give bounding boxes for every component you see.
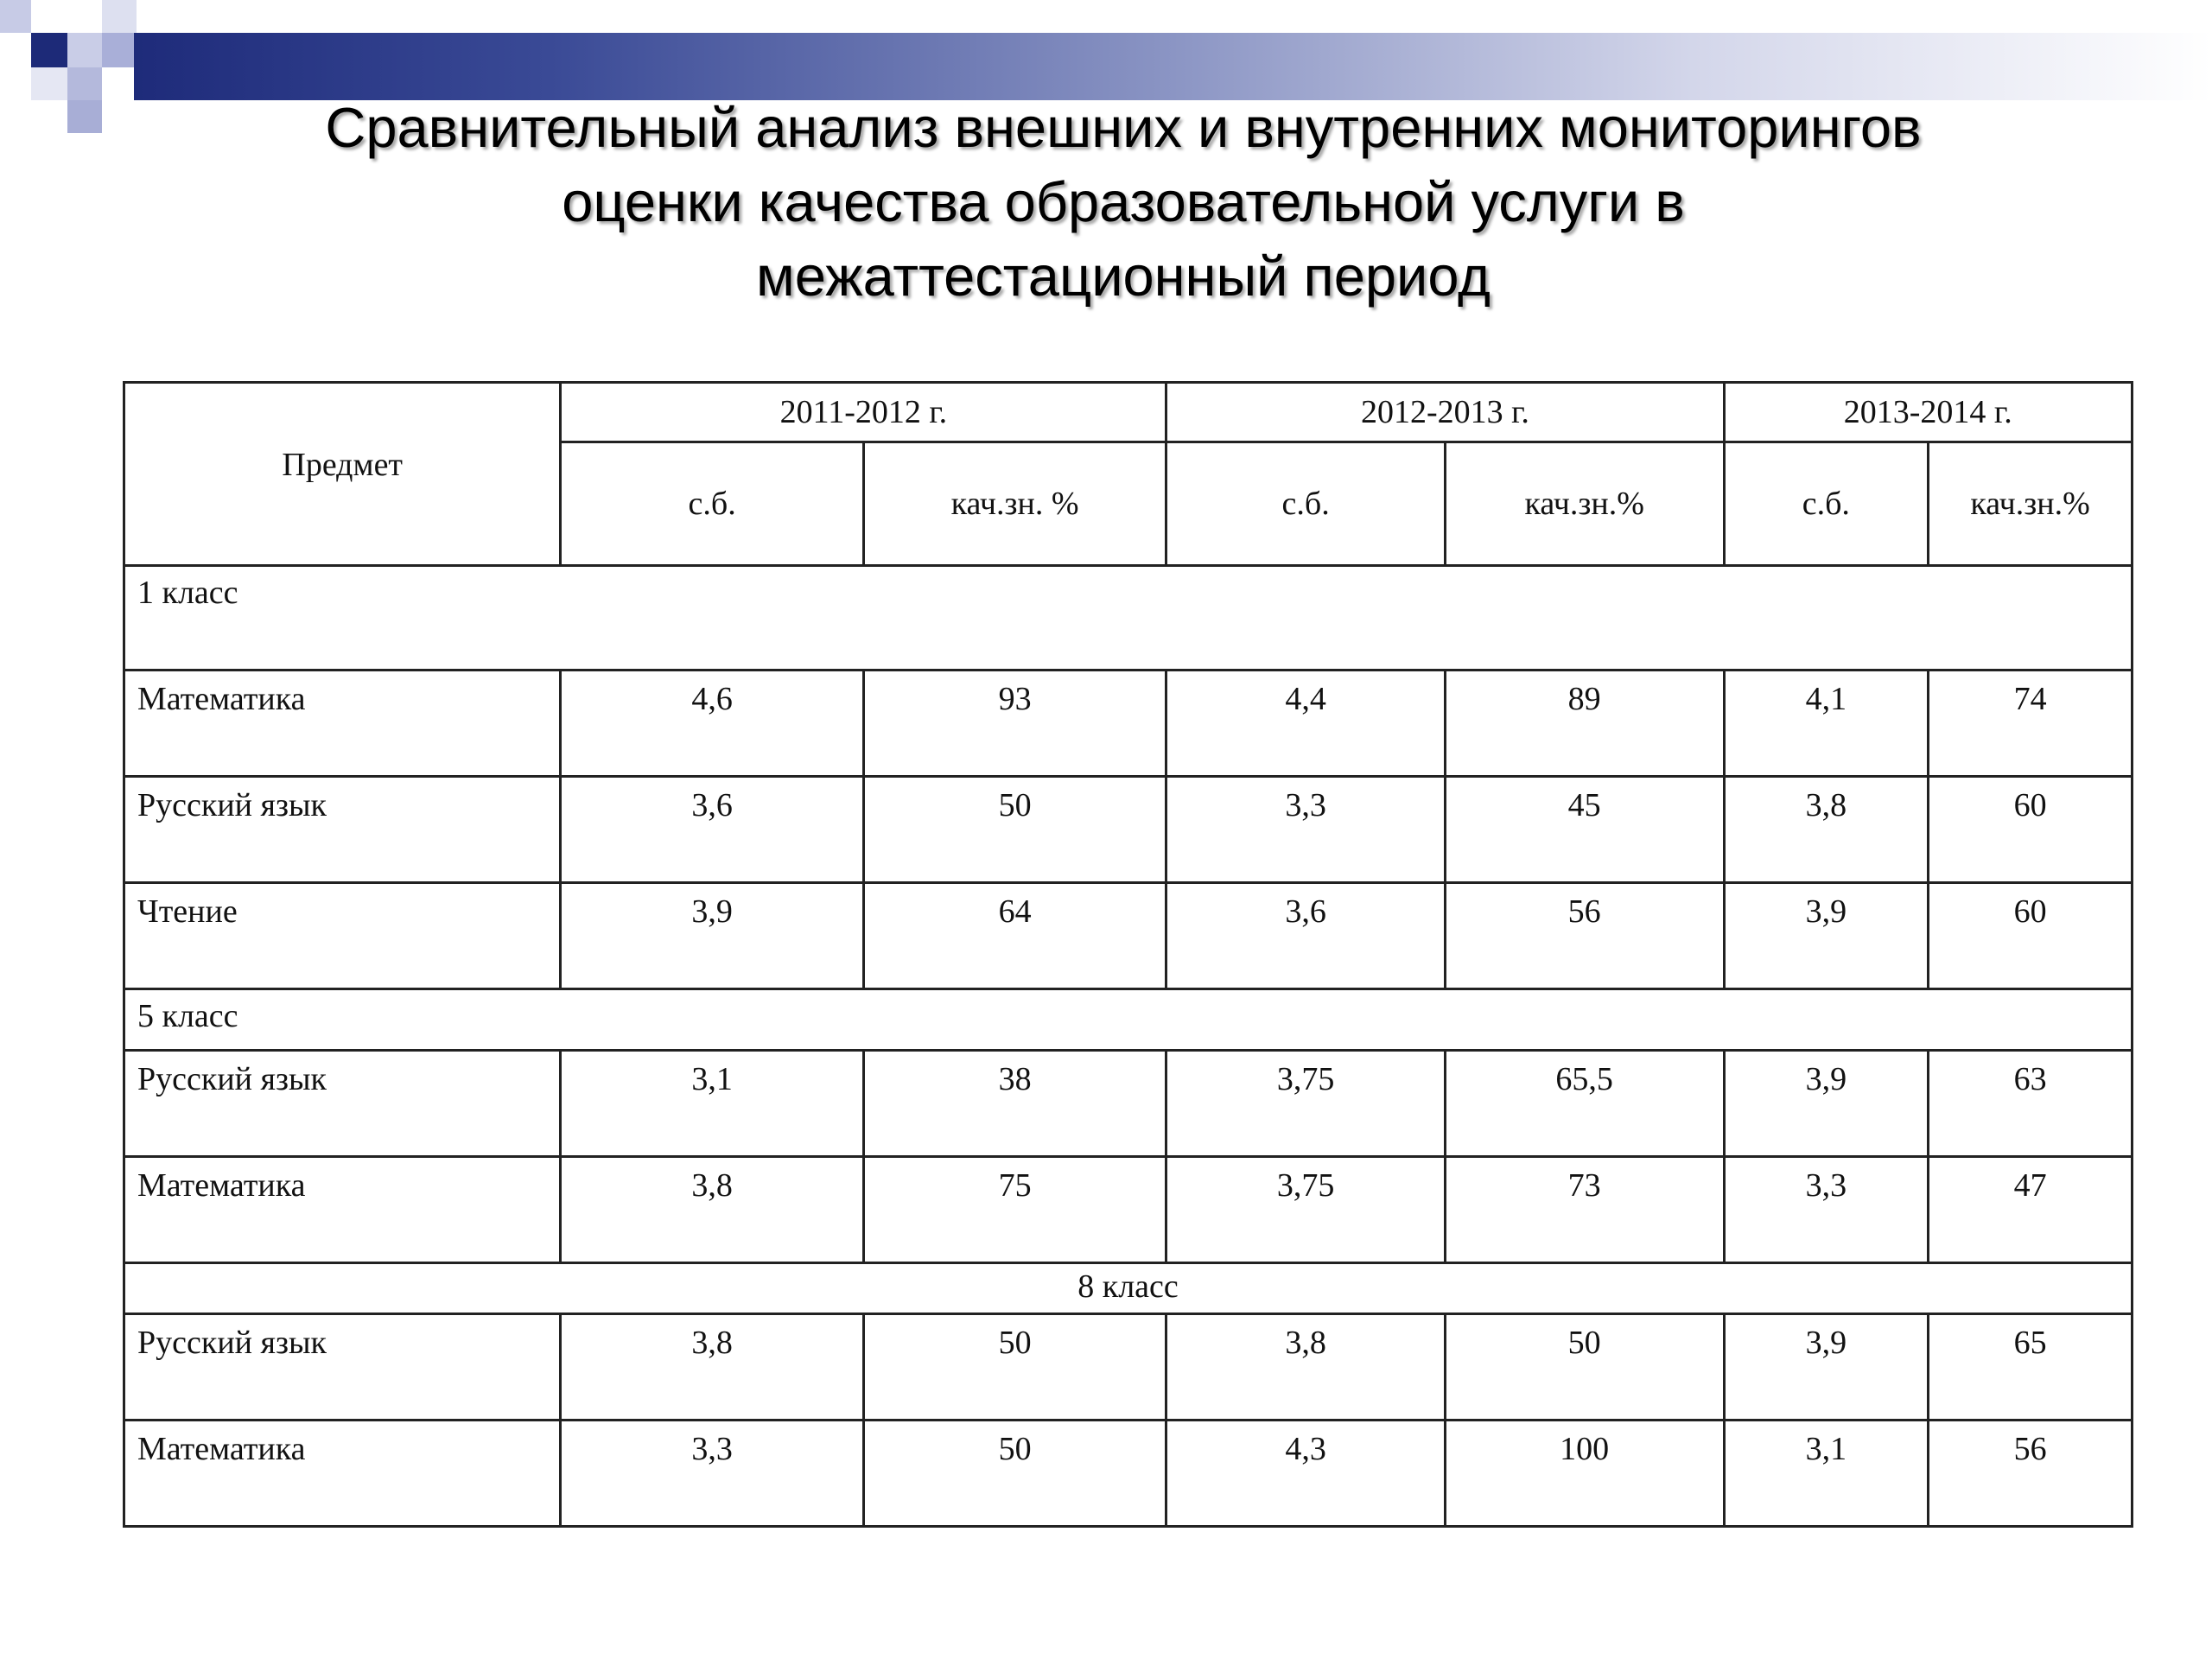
value-cell: 3,3 bbox=[1724, 1157, 1929, 1263]
value-cell: 3,8 bbox=[561, 1314, 863, 1421]
value-cell: 3,3 bbox=[1166, 777, 1446, 883]
subject-header: Предмет bbox=[124, 383, 561, 566]
table-row bbox=[124, 883, 2133, 989]
year-header: 2012-2013 г. bbox=[1166, 383, 1724, 442]
value-cell: 3,8 bbox=[1724, 777, 1929, 883]
value-cell: 65 bbox=[1929, 1314, 2133, 1421]
title-line-3: межаттестационный период bbox=[756, 245, 1491, 308]
value-cell: 3,75 bbox=[1166, 1157, 1446, 1263]
group-row bbox=[124, 989, 2133, 1051]
subject-cell: Математика bbox=[124, 1421, 561, 1527]
value-cell: 89 bbox=[1445, 671, 1724, 777]
group-row bbox=[124, 566, 2133, 671]
value-cell: 3,8 bbox=[1166, 1314, 1446, 1421]
results-table bbox=[123, 381, 2133, 1528]
value-cell: 4,3 bbox=[1166, 1421, 1446, 1527]
value-cell: 4,1 bbox=[1724, 671, 1929, 777]
decor-square bbox=[67, 100, 102, 133]
group-label: 8 класс bbox=[124, 1263, 2133, 1314]
year-header: 2011-2012 г. bbox=[561, 383, 1166, 442]
column-header: с.б. bbox=[1724, 442, 1929, 566]
decor-square bbox=[31, 67, 67, 100]
value-cell: 65,5 bbox=[1445, 1051, 1724, 1157]
decor-square bbox=[102, 0, 137, 33]
value-cell: 100 bbox=[1445, 1421, 1724, 1527]
subject-cell: Математика bbox=[124, 1157, 561, 1263]
subject-cell: Чтение bbox=[124, 883, 561, 989]
value-cell: 73 bbox=[1445, 1157, 1724, 1263]
value-cell: 3,3 bbox=[561, 1421, 863, 1527]
value-cell: 45 bbox=[1445, 777, 1724, 883]
subject-cell: Русский язык bbox=[124, 777, 561, 883]
value-cell: 64 bbox=[863, 883, 1166, 989]
value-cell: 4,6 bbox=[561, 671, 863, 777]
value-cell: 3,75 bbox=[1166, 1051, 1446, 1157]
table-row bbox=[124, 1421, 2133, 1527]
column-header: кач.зн. % bbox=[863, 442, 1166, 566]
value-cell: 50 bbox=[863, 1314, 1166, 1421]
title-line-1: Сравнительный анализ внешних и внутренних мониторингов bbox=[325, 96, 1922, 159]
column-header: кач.зн.% bbox=[1929, 442, 2133, 566]
table-row bbox=[124, 671, 2133, 777]
value-cell: 3,6 bbox=[561, 777, 863, 883]
decor-square bbox=[0, 0, 31, 33]
value-cell: 50 bbox=[863, 1421, 1166, 1527]
title-line-2: оценки качества образовательной услуги в bbox=[562, 170, 1685, 233]
value-cell: 60 bbox=[1929, 777, 2133, 883]
group-label: 5 класс bbox=[124, 989, 2133, 1051]
decor-square bbox=[67, 33, 102, 67]
value-cell: 56 bbox=[1929, 1421, 2133, 1527]
decor-square bbox=[31, 33, 67, 67]
value-cell: 75 bbox=[863, 1157, 1166, 1263]
value-cell: 38 bbox=[863, 1051, 1166, 1157]
subject-cell: Математика bbox=[124, 671, 561, 777]
value-cell: 47 bbox=[1929, 1157, 2133, 1263]
table-row bbox=[124, 1051, 2133, 1157]
table-row bbox=[124, 1314, 2133, 1421]
subject-cell: Русский язык bbox=[124, 1314, 561, 1421]
table-row bbox=[124, 777, 2133, 883]
column-header: с.б. bbox=[1166, 442, 1446, 566]
value-cell: 60 bbox=[1929, 883, 2133, 989]
value-cell: 3,1 bbox=[1724, 1421, 1929, 1527]
column-header: кач.зн.% bbox=[1445, 442, 1724, 566]
column-header: с.б. bbox=[561, 442, 863, 566]
value-cell: 74 bbox=[1929, 671, 2133, 777]
value-cell: 3,1 bbox=[561, 1051, 863, 1157]
value-cell: 3,9 bbox=[1724, 883, 1929, 989]
table-row bbox=[124, 1157, 2133, 1263]
value-cell: 3,9 bbox=[1724, 1051, 1929, 1157]
value-cell: 3,9 bbox=[561, 883, 863, 989]
value-cell: 3,8 bbox=[561, 1157, 863, 1263]
value-cell: 63 bbox=[1929, 1051, 2133, 1157]
slide-title bbox=[138, 91, 2108, 314]
decor-square bbox=[67, 67, 102, 100]
value-cell: 93 bbox=[863, 671, 1166, 777]
subject-cell: Русский язык bbox=[124, 1051, 561, 1157]
value-cell: 50 bbox=[863, 777, 1166, 883]
value-cell: 3,6 bbox=[1166, 883, 1446, 989]
value-cell: 4,4 bbox=[1166, 671, 1446, 777]
decor-square bbox=[102, 33, 134, 67]
group-label: 1 класс bbox=[124, 566, 2133, 671]
value-cell: 50 bbox=[1445, 1314, 1724, 1421]
year-header: 2013-2014 г. bbox=[1724, 383, 2133, 442]
value-cell: 3,9 bbox=[1724, 1314, 1929, 1421]
group-row bbox=[124, 1263, 2133, 1314]
value-cell: 56 bbox=[1445, 883, 1724, 989]
